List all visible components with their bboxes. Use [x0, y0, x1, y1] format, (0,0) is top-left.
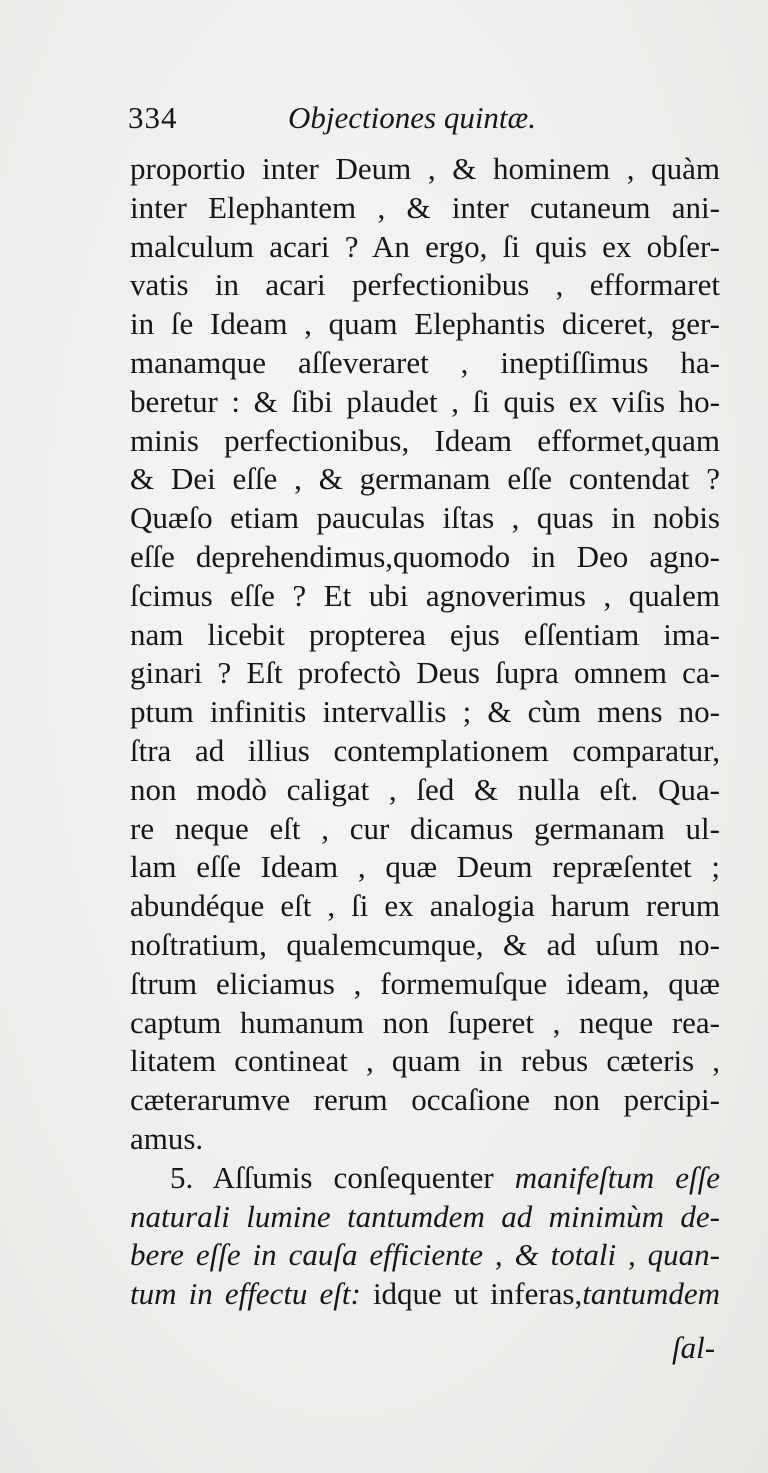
text-line: [130, 732, 720, 771]
text-segment: noſtratium, qualemcumque, & ad uſum no-: [130, 926, 720, 962]
text-line: [130, 1042, 720, 1081]
text-line: [130, 1236, 720, 1275]
text-segment: lam eſſe Ideam , quæ Deum repræſentet ;: [130, 849, 720, 885]
body-text: [130, 150, 720, 1314]
text-segment: idque ut inferas,: [360, 1276, 583, 1312]
text-segment: beretur : & ſibi plaudet , ſi quis ex viſis ho-: [130, 383, 720, 419]
text-segment: in ſe Ideam , quam Elephantis diceret, ger-: [130, 306, 720, 342]
italic-segment: tum in effectu eſt:: [130, 1276, 361, 1312]
text-segment: & Dei eſſe , & germanam eſſe contendat ?: [130, 461, 720, 497]
text-segment: re neque eſt , cur dicamus germanam ul-: [130, 810, 720, 846]
page-header: [128, 100, 728, 144]
text-segment: manamque aſſeveraret , ineptiſſimus ha-: [130, 344, 720, 380]
text-line: [130, 771, 720, 810]
text-line: [130, 1081, 720, 1120]
text-line: [130, 1159, 720, 1198]
text-line: [130, 616, 720, 655]
text-line: [130, 887, 720, 926]
text-segment: proportio inter Deum , & hominem , quàm: [130, 151, 720, 186]
text-segment: minis perfectionibus, Ideam efformet,quam: [130, 422, 720, 458]
text-line: [130, 422, 720, 461]
text-line: [130, 1198, 720, 1237]
italic-segment: naturali lumine tantumdem ad minimùm de-: [130, 1198, 720, 1234]
text-segment: vatis in acari perfectionibus , efformaret: [130, 267, 720, 303]
text-line: [130, 228, 720, 267]
text-segment: ptum infinitis intervallis ; & cùm mens no-: [130, 694, 720, 730]
text-line: [130, 150, 720, 189]
page-number: 334: [128, 100, 178, 135]
text-segment: Quæſo etiam pauculas iſtas , quas in nobis: [130, 500, 720, 536]
running-title: Objectiones quintæ.: [288, 100, 536, 135]
text-segment: captum humanum non ſuperet , neque rea-: [130, 1004, 720, 1040]
text-segment: amus.: [130, 1120, 204, 1156]
text-line: [130, 499, 720, 538]
text-line: [130, 305, 720, 344]
text-line: [130, 1275, 720, 1314]
text-segment: ſtrum eliciamus , formemuſque ideam, quæ: [130, 965, 720, 1001]
text-segment: nam licebit propterea ejus eſſentiam ima-: [130, 616, 720, 652]
text-line: [130, 577, 720, 616]
italic-segment: tantumdem: [582, 1276, 720, 1312]
text-segment: non modò caligat , ſed & nulla eſt. Qua-: [130, 771, 720, 807]
text-line: [130, 1004, 720, 1043]
text-line: [130, 848, 720, 887]
text-segment: malculum acari ? An ergo, ſi quis ex obſer-: [130, 228, 720, 264]
text-segment: eſſe deprehendimus,quomodo in Deo agno-: [130, 538, 720, 574]
text-line: [130, 189, 720, 228]
text-line: [130, 266, 720, 305]
text-segment: ſtra ad illius contemplationem comparatur,: [130, 732, 720, 768]
text-line: [130, 693, 720, 732]
text-line: [130, 810, 720, 849]
text-segment: ſcimus eſſe ? Et ubi agnoverimus , qualem: [130, 577, 720, 613]
text-line: [130, 538, 720, 577]
text-line: [130, 1120, 720, 1159]
text-segment: ginari ? Eſt profectò Deus ſupra omnem ca-: [130, 655, 720, 691]
text-segment: inter Elephantem , & inter cutaneum ani-: [130, 189, 720, 225]
text-segment: 5. Aſſumis conſequenter: [170, 1159, 515, 1195]
text-line: [130, 965, 720, 1004]
text-segment: abundéque eſt , ſi ex analogia harum rerum: [130, 888, 720, 924]
italic-segment: manifeſtum eſſe: [514, 1159, 721, 1195]
text-line: [130, 926, 720, 965]
italic-segment: bere eſſe in cauſa efficiente , & totali , quan-: [130, 1237, 720, 1273]
text-line: [130, 460, 720, 499]
text-segment: cæterarumve rerum occaſione non percipi-: [130, 1082, 720, 1118]
text-line: [130, 383, 720, 422]
text-line: [130, 344, 720, 383]
catchword: ſal-: [672, 1330, 716, 1365]
text-line: [130, 654, 720, 693]
text-segment: litatem contineat , quam in rebus cæteris ,: [130, 1043, 720, 1079]
